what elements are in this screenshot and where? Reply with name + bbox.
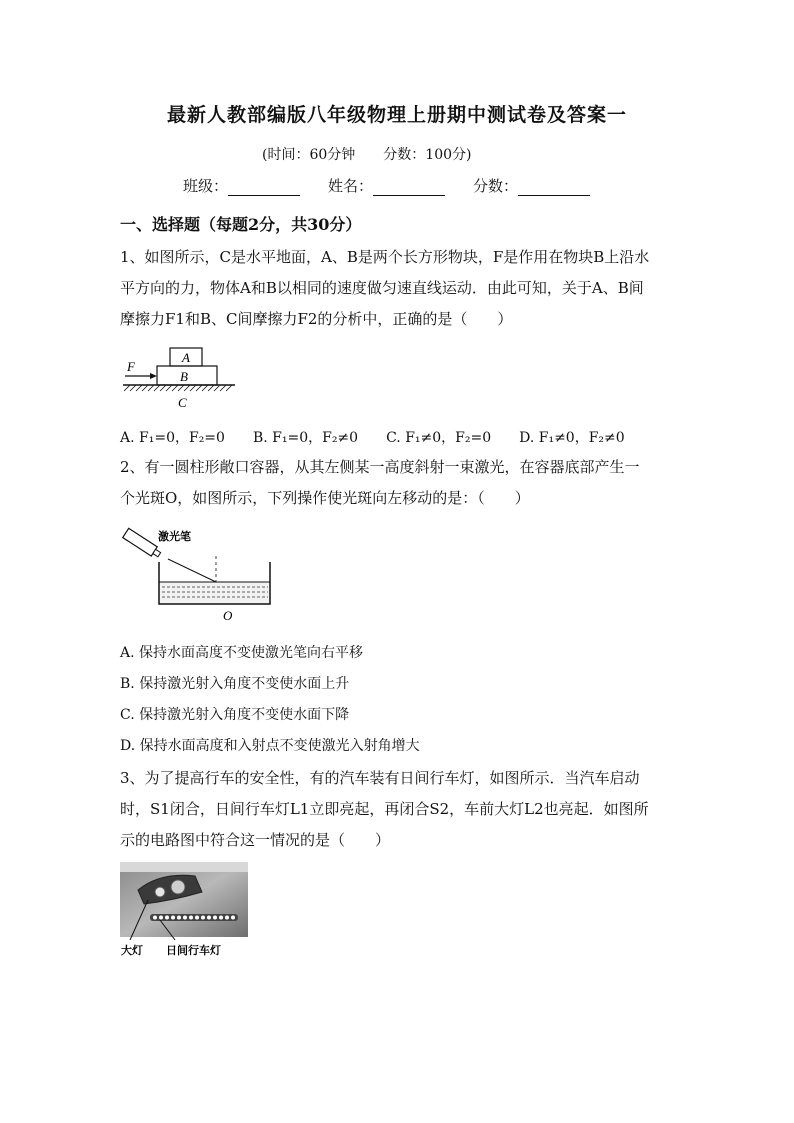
option-c[interactable]: C. 保持激光射入角度不变使水面下降 [120,707,350,723]
drl-label: 日间行车灯 [166,944,221,957]
headlight-lens-2 [155,887,165,897]
question-3-line-3: 示的电路图中符合这一情况的是（ ） [120,831,391,849]
background-sky [120,862,248,872]
label-b: B [180,369,188,384]
label-c: C [178,395,187,410]
name-label: 姓名： [328,177,374,195]
option-b[interactable]: B. F₁=0，F₂≠0 [252,430,359,446]
score-label: 分数： [473,177,519,195]
question-2-options [120,638,680,762]
question-2 [120,452,680,514]
laser-container-figure [118,522,288,627]
laser-beam-air [168,559,216,582]
option-c[interactable]: C. F₁≠0，F₂=0 [386,430,492,446]
label-a: A [182,350,190,365]
student-info-fields [183,175,618,196]
score-field[interactable] [518,181,590,196]
name-field[interactable] [373,181,445,196]
question-1-line-2: 平方向的力，物体A和B以相同的速度做匀速直线运动．由此可知，关于A、B间 [120,279,644,297]
class-field[interactable] [228,181,300,196]
exam-subtitle [262,144,499,164]
exam-total-score: 分数：100分) [383,147,472,163]
option-a[interactable]: A. F₁=0，F₂=0 [120,430,225,446]
exam-time: (时间：60分钟 [262,147,356,163]
ground-hatching [124,385,232,391]
car-headlight-photo [120,862,250,962]
headlight-label: 大灯 [121,944,143,957]
force-arrowhead [150,373,157,379]
question-1-line-3: 摩擦力F1和B、C间摩擦力F2的分析中，正确的是（ ） [120,310,513,328]
class-label: 班级： [183,177,229,195]
question-2-line-2: 个光斑O，如图所示，下列操作使光斑向左移动的是：（ ） [120,489,530,507]
laser-pen-label: 激光笔 [158,530,191,543]
question-3 [120,763,680,856]
option-b[interactable]: B. 保持激光射入角度不变使水面上升 [120,676,350,692]
question-1 [120,242,680,335]
option-d[interactable]: D. 保持水面高度和入射点不变使激光入射角增大 [120,738,420,754]
question-2-line-1: 2、有一圆柱形敞口容器，从其左侧某一高度斜射一束激光，在容器底部产生一 [120,458,640,476]
headlight-lens [171,880,185,894]
laser-pen-icon [123,528,163,559]
light-spot-label: O [223,608,233,623]
water-body [159,582,270,604]
page-title: 最新人教部编版八年级物理上册期中测试卷及答案一 [166,104,627,126]
option-d[interactable]: D. F₁≠0，F₂≠0 [519,430,625,446]
question-3-line-2: 时，S1闭合，日间行车灯L1立即亮起，再闭合S2，车前大灯L2也亮起．如图所 [120,800,649,818]
question-1-line-1: 1、如图所示，C是水平地面，A、B是两个长方形物块，F是作用在物块B上沿水 [120,248,650,266]
label-f: F [127,359,135,374]
question-3-line-1: 3、为了提高行车的安全性，有的汽车装有日间行车灯，如图所示．当汽车启动 [120,769,640,787]
drl-strip [150,914,238,921]
car-body [120,862,248,937]
block-friction-figure [120,343,240,413]
option-a[interactable]: A. 保持水面高度不变使激光笔向右平移 [120,645,364,661]
section-heading: 一、选择题（每题2分，共30分） [120,215,362,234]
question-1-options [120,427,653,447]
